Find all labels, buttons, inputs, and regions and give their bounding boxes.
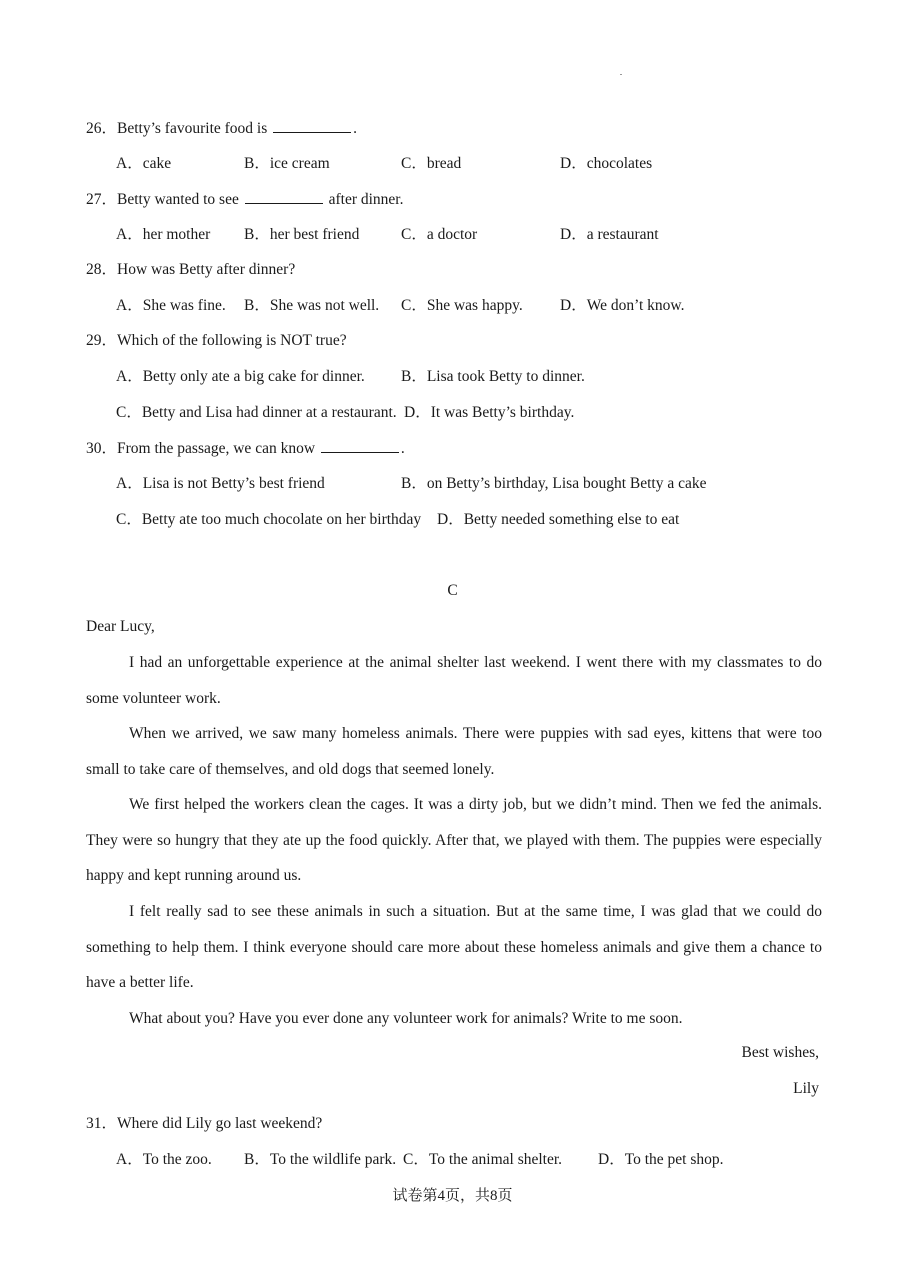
option-26a: A．cake (116, 155, 172, 172)
question-number: 30． (86, 440, 118, 457)
option-30d: D．Betty needed something else to eat (437, 511, 680, 528)
letter-paragraph-2: When we arrived, we saw many homeless animals. There were puppies with sad eyes, kittens that were too small to take care of themselves, and old dogs that seemed lonely. (86, 725, 822, 778)
scan-speck (620, 74, 622, 75)
question-30 (86, 438, 405, 459)
letter-closing: Best wishes, (741, 1044, 819, 1061)
option-29a: A．Betty only ate a big cake for dinner. (116, 368, 365, 385)
option-27c: C．a doctor (401, 226, 478, 243)
question-28 (86, 260, 295, 280)
letter-greeting: Dear Lucy, (86, 618, 155, 635)
option-31b: B．To the wildlife park. (244, 1151, 397, 1168)
question-26 (86, 118, 357, 139)
option-26d: D．chocolates (560, 155, 653, 172)
question-stem: Where did Lily go last weekend? (117, 1115, 323, 1132)
option-30a: A．Lisa is not Betty’s best friend (116, 475, 325, 492)
question-stem: Betty’s favourite food is (117, 120, 268, 137)
option-29b: B．Lisa took Betty to dinner. (401, 368, 585, 385)
option-31c: C．To the animal shelter. (403, 1151, 563, 1168)
question-31 (86, 1114, 322, 1134)
option-29d: D．It was Betty’s birthday. (404, 404, 575, 421)
option-31d: D．To the pet shop. (598, 1151, 724, 1168)
question-29 (86, 331, 347, 351)
option-29c: C．Betty and Lisa had dinner at a restaurant. (116, 404, 397, 421)
question-number: 27． (86, 191, 118, 208)
letter-signature: Lily (793, 1080, 819, 1097)
question-number: 26． (86, 120, 118, 137)
answer-blank (273, 118, 351, 133)
option-30b: B．on Betty’s birthday, Lisa bought Betty a cake (401, 475, 707, 492)
letter-paragraph-3: We first helped the workers clean the cages. It was a dirty job, but we didn’t mind. Then we fed the animals. They were so hungry that they ate up the food quickly. After that, we played with them. The puppies were especially happy and kept running around us. (86, 796, 822, 884)
question-stem-end: . (400, 440, 405, 457)
question-stem: Betty wanted to see (117, 191, 239, 208)
question-stem-end: . (353, 120, 358, 137)
letter-paragraph-5: What about you? Have you ever done any volunteer work for animals? Write to me soon. (129, 1010, 683, 1027)
question-stem: How was Betty after dinner? (117, 261, 296, 278)
option-28d: D．We don’t know. (560, 297, 685, 314)
question-27 (86, 189, 403, 210)
question-stem-end: after dinner. (328, 191, 404, 208)
option-26c: C．bread (401, 155, 462, 172)
question-number: 31． (86, 1115, 118, 1132)
question-number: 29． (86, 332, 118, 349)
letter-paragraph-4: I felt really sad to see these animals in such a situation. But at the same time, I was glad that we could do something to help them. I think everyone should care more about these homeless animals and give them a chance to have a better life. (86, 903, 822, 991)
option-28c: C．She was happy. (401, 297, 523, 314)
page-footer: 试卷第4页，共8页 (392, 1188, 513, 1204)
answer-blank (321, 438, 399, 453)
option-28b: B．She was not well. (244, 297, 380, 314)
option-27b: B．her best friend (244, 226, 360, 243)
option-28a: A．She was fine. (116, 297, 226, 314)
letter-paragraph-1: I had an unforgettable experience at the animal shelter last weekend. I went there with my classmates to do some volunteer work. (86, 654, 822, 707)
option-26b: B．ice cream (244, 155, 330, 172)
option-27a: A．her mother (116, 226, 211, 243)
option-30c: C．Betty ate too much chocolate on her birthday (116, 511, 422, 528)
section-heading: C (447, 582, 458, 599)
option-27d: D．a restaurant (560, 226, 659, 243)
question-number: 28． (86, 261, 118, 278)
answer-blank (245, 189, 323, 204)
question-stem: From the passage, we can know (117, 440, 316, 457)
question-stem: Which of the following is NOT true? (117, 332, 347, 349)
option-31a: A．To the zoo. (116, 1151, 212, 1168)
